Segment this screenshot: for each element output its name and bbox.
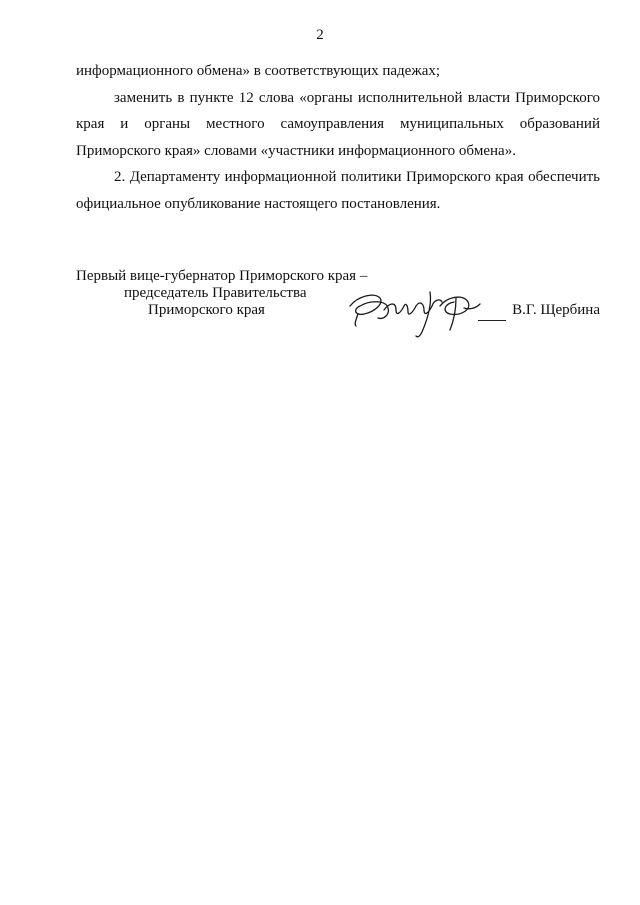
signatory-title-line-3: Приморского края — [148, 302, 265, 318]
signature-block — [76, 268, 600, 348]
handwritten-signature — [344, 280, 484, 342]
paragraph-continuation: информационного обмена» в соответствующих падежах; — [76, 63, 441, 79]
signatory-title-line-1: Первый вице-губернатор Приморского края – — [76, 268, 368, 284]
signatory-title-line-2: председатель Правительства — [124, 285, 307, 301]
document-body — [76, 58, 600, 217]
signature-underline — [478, 320, 506, 321]
paragraph-amendment: заменить в пункте 12 слова «органы исполнительной власти Приморского края и органы местного самоуправления муниципальных образований Приморского края» словами «участники информационного обмена». — [76, 89, 600, 159]
paragraph-item-2: 2. Департаменту информационной политики Приморского края обеспечить официальное опубликование настоящего постановления. — [76, 169, 600, 212]
page-number: 2 — [316, 27, 324, 43]
signatory-name: В.Г. Щербина — [512, 302, 600, 318]
